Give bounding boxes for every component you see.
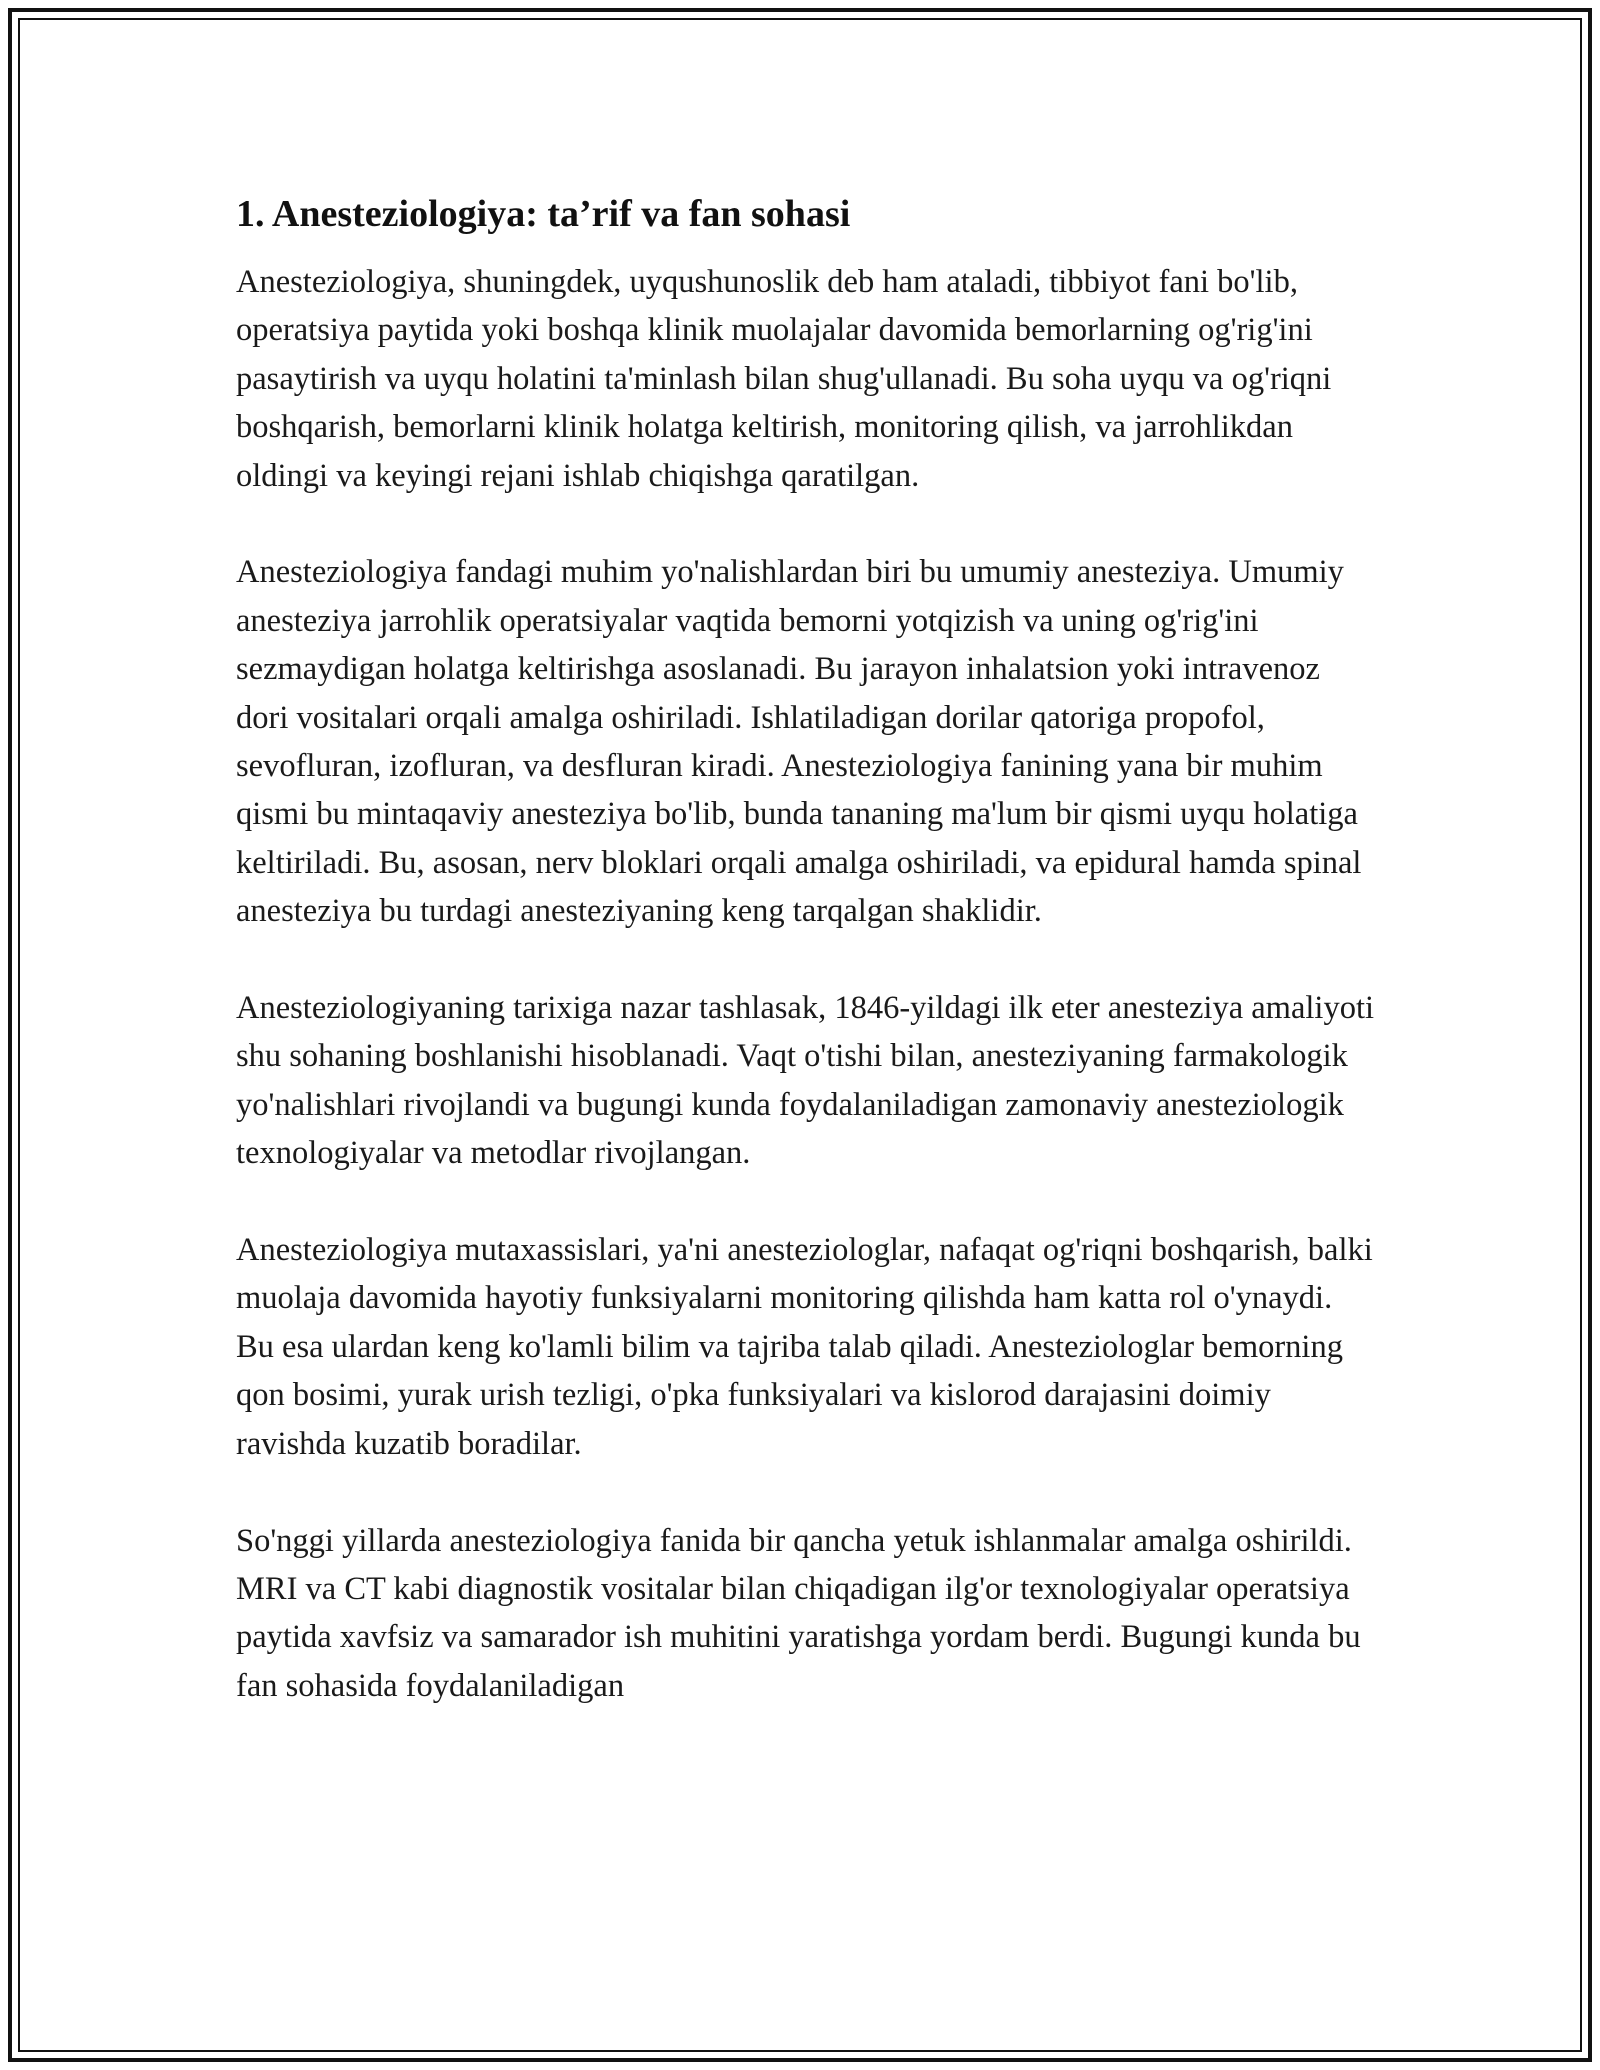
paragraph-anesthesiologists: Anesteziologiya mutaxassislari, ya'ni anesteziologlar, nafaqat og'riqni boshqarish, balki muolaja davomida hayotiy funksiyalarni monitoring qilishda ham katta rol o'ynaydi. Bu esa ulardan keng ko'lamli bilim va tajriba talab qiladi. Anesteziologlar bemorning qon bosimi, yurak urish tezligi, o'pka funksiyalari va kislorod darajasini doimiy ravishda kuzatib boradilar. (236, 1232, 1373, 1462)
section-heading: 1. Anesteziologiya: ta’rif va fan sohasi (236, 193, 851, 235)
paragraph-history: Anesteziologiyaning tarixiga nazar tashlasak, 1846-yildagi ilk eter anesteziya amaliyoti shu sohaning boshlanishi hisoblanadi. Vaqt o'tishi bilan, anesteziyaning farmakologik yo'nalishlari rivojlandi va bugungi kunda foydalaniladigan zamonaviy anesteziologik texnologiyalar va metodlar rivojlangan. (236, 990, 1375, 1172)
document-body (236, 186, 1376, 1759)
paragraph-definition: Anesteziologiya, shuningdek, uyqushunoslik deb ham ataladi, tibbiyot fani bo'lib, operatsiya paytida yoki boshqa klinik muolajalar davomida bemorlarning og'rig'ini pasaytirish va uyqu holatini ta'minlash bilan shug'ullanadi. Bu soha uyqu va og'riqni boshqarish, bemorlarni klinik holatga keltirish, monitoring qilish, va jarrohlikdan oldingi va keyingi rejani ishlab chiqishga qaratilgan. (236, 264, 1332, 494)
paragraph-recent-developments: So'nggi yillarda anesteziologiya fanida bir qancha yetuk ishlanmalar amalga oshirildi. MRI va CT kabi diagnostik vositalar bilan chiqadigan ilg'or texnologiyalar operatsiya paytida xavfsiz va samarador ish muhitini yaratishga yordam berdi. Bugungi kunda bu fan sohasida foydalaniladigan (236, 1522, 1361, 1704)
paragraph-general-anesthesia: Anesteziologiya fandagi muhim yo'nalishlardan biri bu umumiy anesteziya. Umumiy anesteziya jarrohlik operatsiyalar vaqtida bemorni yotqizish va uning og'rig'ini sezmaydigan holatga keltirishga asoslanadi. Bu jarayon inhalatsion yoki intravenoz dori vositalari orqali amalga oshiriladi. Ishlatiladigan dorilar qatoriga propofol, sevofluran, izofluran, va desfluran kiradi. Anesteziologiya fanining yana bir muhim qismi bu mintaqaviy anesteziya bo'lib, bunda tananing ma'lum bir qismi uyqu holatiga keltiriladi. Bu, asosan, nerv bloklari orqali amalga oshiriladi, va epidural hamda spinal anesteziya bu turdagi anesteziyaning keng tarqalgan shaklidir. (236, 554, 1362, 930)
